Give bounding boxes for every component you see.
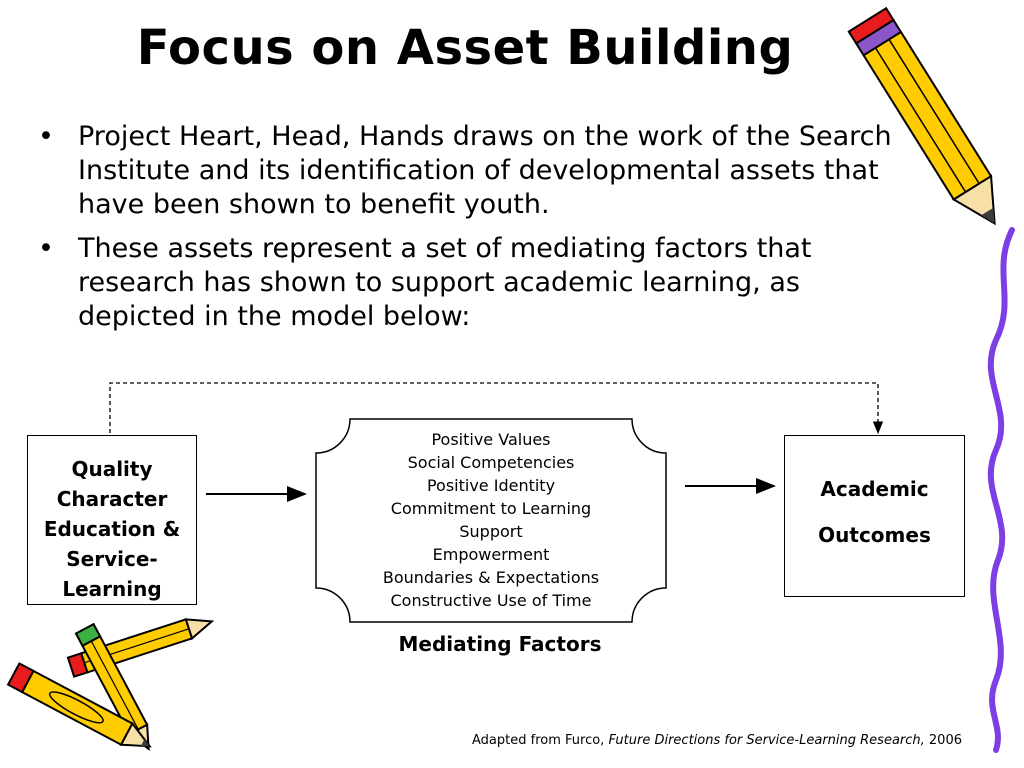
input-box-line: Service- [66,547,158,571]
factor-item: Support [459,522,523,541]
input-box-line: Quality [71,457,153,481]
mediating-factors-label: Mediating Factors [398,632,602,656]
input-box-line: Learning [62,577,162,601]
bullet-text: These assets represent a set of mediating factors that research has shown to support academic learning, as depicted in the model below: [78,233,812,332]
output-box-academic-outcomes [784,435,965,597]
factor-item: Boundaries & Expectations [382,568,600,587]
factor-item: Constructive Use of Time [390,591,592,610]
mediating-factors-list [315,428,667,612]
factor-item: Empowerment [432,545,550,564]
credit-work-title: Future Directions for Service-Learning Research, [608,733,925,748]
bullet-glyph: • [38,121,54,152]
factor-item: Social Competencies [407,453,575,472]
output-box-line: Academic [820,477,929,501]
credit-year: 2006 [924,733,962,748]
input-box-quality-character-education [27,435,197,605]
credit-prefix: Adapted from Furco, [472,733,609,748]
input-box-line: Education & [43,517,181,541]
pencil-clipart-bottom-left [8,612,215,757]
factor-item: Positive Values [431,430,551,449]
factor-item: Positive Identity [426,476,556,495]
bullet-text: Project Heart, Head, Hands draws on the work of the Search Institute and its identification of developmental assets that have been shown to benefit youth. [78,121,892,220]
squiggle-border [991,230,1012,750]
bullet-glyph: • [38,233,54,264]
input-box-line: Character [56,487,168,511]
slide-title: Focus on Asset Building [136,20,794,76]
pencil-clipart-top-right [849,8,1013,235]
source-credit [400,733,962,748]
factor-item: Commitment to Learning [390,499,592,518]
output-box-line: Outcomes [818,523,931,547]
